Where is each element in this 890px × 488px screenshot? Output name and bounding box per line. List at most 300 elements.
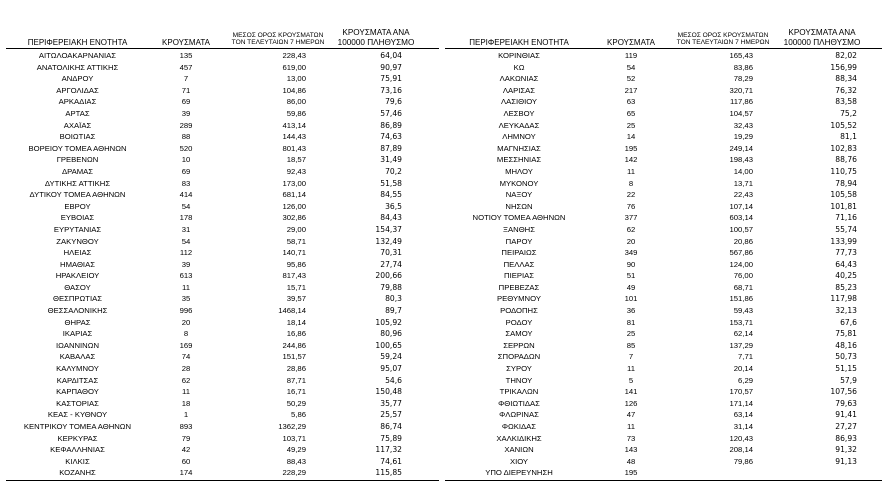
rate-cell: 73,16 <box>380 85 402 95</box>
table-row <box>445 467 882 479</box>
avg-cell: 171,14 <box>729 398 753 408</box>
cases-cell: 893 <box>179 422 193 431</box>
table-row <box>6 154 439 166</box>
table-row <box>445 178 882 190</box>
cases-cell: 54 <box>181 236 191 246</box>
rate-cell: 75,89 <box>380 433 402 443</box>
table-row <box>445 305 882 317</box>
region-cell: ΔΥΤΙΚΟΥ ΤΟΜΕΑ ΑΘΗΝΩΝ <box>29 190 126 200</box>
cases-cell: 11 <box>627 422 635 431</box>
region-cell: ΠΙΕΡΙΑΣ <box>504 271 534 281</box>
region-cell: ΑΡΚΑΔΙΑΣ <box>58 97 97 107</box>
avg-cell: 32,43 <box>733 120 753 130</box>
table-row <box>445 456 882 468</box>
avg-cell: 144,43 <box>282 132 306 142</box>
table-row <box>6 73 439 85</box>
rate-cell: 31,49 <box>380 155 402 165</box>
table-row <box>445 189 882 201</box>
rate-cell: 115,85 <box>375 468 402 478</box>
rate-cell: 79,63 <box>835 398 857 408</box>
rate-cell: 133,99 <box>830 236 857 246</box>
region-cell: ΜΥΚΟΝΟΥ <box>499 178 539 188</box>
region-cell: ΚΟΖΑΝΗΣ <box>59 468 96 478</box>
region-cell: ΤΡΙΚΑΛΩΝ <box>499 387 539 397</box>
region-cell: ΚΙΛΚΙΣ <box>65 456 90 466</box>
cases-cell: 90 <box>626 259 636 269</box>
rate-cell: 75,91 <box>380 74 402 84</box>
cases-cell: 79 <box>181 433 191 443</box>
cases-cell: 74 <box>181 352 191 362</box>
rate-cell: 84,43 <box>380 213 402 223</box>
cases-cell: 60 <box>181 456 191 466</box>
cases-cell: 51 <box>626 271 636 281</box>
table-row <box>445 120 882 132</box>
table-row <box>445 247 882 259</box>
table-row <box>6 293 439 305</box>
cases-cell: 174 <box>179 468 193 478</box>
cases-cell: 62 <box>181 375 191 385</box>
cases-cell: 35 <box>181 294 191 304</box>
table-row <box>445 421 882 433</box>
avg-cell: 124,00 <box>729 259 753 269</box>
cases-cell: 52 <box>626 74 636 84</box>
rate-cell: 35,77 <box>380 398 402 408</box>
cases-cell: 22 <box>626 190 636 200</box>
table-row <box>445 62 882 74</box>
avg-cell: 140,71 <box>282 248 306 258</box>
avg-cell: 5,86 <box>291 410 306 420</box>
cases-cell: 88 <box>181 132 191 142</box>
rate-cell: 64,04 <box>380 51 402 60</box>
rate-cell: 67,6 <box>840 317 857 327</box>
cases-cell: 81 <box>626 317 636 327</box>
cases-cell: 169 <box>179 340 193 350</box>
cases-cell: 20 <box>181 317 191 327</box>
region-cell: ΦΩΚΙΔΑΣ <box>501 422 537 431</box>
avg-cell: 603,14 <box>729 213 753 223</box>
avg-cell: 413,14 <box>282 120 306 130</box>
rate-cell: 91,13 <box>835 456 857 466</box>
rate-cell: 89,7 <box>385 306 402 316</box>
region-cell: ΧΙΟΥ <box>509 456 529 466</box>
table-row <box>6 62 439 74</box>
header-region: ΠΕΡΙΦΕΡΕΙΑΚΗ ΕΝΟΤΗΤΑ <box>469 38 569 47</box>
table-row <box>445 386 882 398</box>
table-row <box>445 444 882 456</box>
cases-cell: 112 <box>179 248 193 258</box>
rate-cell: 74,61 <box>380 456 402 466</box>
table-row <box>445 236 882 248</box>
region-cell: ΚΕΑΣ - ΚΥΘΝΟΥ <box>47 410 108 420</box>
table-row <box>6 386 439 398</box>
table-row <box>445 259 882 271</box>
avg-cell: 50,29 <box>286 398 306 408</box>
region-cell: ΗΡΑΚΛΕΙΟΥ <box>55 271 100 281</box>
cases-cell: 11 <box>182 387 190 397</box>
cases-cell: 49 <box>626 282 636 292</box>
rate-cell: 117,98 <box>830 294 857 304</box>
table-row <box>6 409 439 421</box>
region-cell: ΣΑΜΟΥ <box>505 329 533 339</box>
table-row <box>445 96 882 108</box>
avg-cell: 567,86 <box>729 248 753 258</box>
table-header-right <box>445 24 882 48</box>
rate-cell: 27,74 <box>380 259 402 269</box>
table-row <box>6 143 439 155</box>
region-cell: ΧΑΝΙΩΝ <box>504 445 534 455</box>
cases-cell: 54 <box>626 62 636 72</box>
table-row <box>6 212 439 224</box>
table-row <box>445 328 882 340</box>
region-cell: ΝΗΣΩΝ <box>505 201 533 211</box>
region-cell: ΣΠΟΡΑΔΩΝ <box>497 352 541 362</box>
rate-cell: 150,48 <box>375 387 402 397</box>
cases-cell: 126 <box>624 398 638 408</box>
rate-cell: 107,56 <box>830 387 857 397</box>
table-row <box>6 50 439 62</box>
cases-cell: 119 <box>624 51 638 60</box>
cases-cell: 47 <box>626 410 636 420</box>
avg-cell: 173,00 <box>282 178 306 188</box>
region-cell: ΕΥΒΟΙΑΣ <box>60 213 95 223</box>
table-row <box>6 328 439 340</box>
rate-cell: 105,52 <box>830 120 857 130</box>
cases-cell: 69 <box>181 97 191 107</box>
table-header-left <box>6 24 439 48</box>
cases-cell: 14 <box>626 132 636 142</box>
region-cell: ΖΑΚΥΝΘΟΥ <box>56 236 99 246</box>
table-row <box>445 50 882 62</box>
region-cell: ΙΩΑΝΝΙΝΩΝ <box>55 340 100 350</box>
table-row <box>6 433 439 445</box>
rate-cell: 86,93 <box>835 433 857 443</box>
rate-cell: 57,9 <box>840 375 857 385</box>
table-row <box>6 189 439 201</box>
rate-cell: 84,55 <box>380 190 402 200</box>
table-row <box>445 409 882 421</box>
region-cell: ΘΕΣΣΑΛΟΝΙΚΗΣ <box>47 306 108 316</box>
avg-cell: 100,57 <box>729 224 753 234</box>
table-body-left <box>6 48 439 481</box>
table-row <box>6 224 439 236</box>
rate-cell: 70,2 <box>385 166 402 176</box>
cases-cell: 996 <box>179 306 193 316</box>
region-cell: ΔΥΤΙΚΗΣ ΑΤΤΙΚΗΣ <box>44 178 111 188</box>
avg-cell: 104,86 <box>282 85 306 95</box>
avg-cell: 29,00 <box>286 224 306 234</box>
region-cell: ΗΜΑΘΙΑΣ <box>60 259 95 269</box>
avg-cell: 15,71 <box>286 282 306 292</box>
header-rate: ΚΡΟΥΣΜΑΤΑ ΑΝΑ 100000 ΠΛΗΘΥΣΜΟ <box>783 28 861 47</box>
cases-cell: 613 <box>179 271 193 281</box>
region-cell: ΡΕΘΥΜΝΟΥ <box>497 294 541 304</box>
region-cell: ΚΑΛΥΜΝΟΥ <box>56 364 99 374</box>
rate-cell: 54,6 <box>385 375 402 385</box>
rate-cell: 32,13 <box>835 306 857 316</box>
rate-cell: 77,73 <box>835 248 857 258</box>
region-cell: ΘΗΡΑΣ <box>64 317 91 327</box>
table-row <box>445 166 882 178</box>
table-row <box>445 212 882 224</box>
cases-cell: 178 <box>179 213 193 223</box>
avg-cell: 151,57 <box>282 352 306 362</box>
cases-cell: 65 <box>626 108 636 118</box>
rate-cell: 90,97 <box>380 62 402 72</box>
cases-cell: 377 <box>624 213 638 223</box>
rate-cell: 100,65 <box>375 340 402 350</box>
avg-cell: 165,43 <box>729 51 753 60</box>
header-region: ΠΕΡΙΦΕΡΕΙΑΚΗ ΕΝΟΤΗΤΑ <box>27 38 128 47</box>
region-cell: ΠΑΡΟΥ <box>505 236 533 246</box>
rate-cell: 80,96 <box>380 329 402 339</box>
rate-cell: 36,5 <box>385 201 402 211</box>
cases-cell: 7 <box>183 74 189 84</box>
cases-cell: 36 <box>626 306 636 316</box>
table-row <box>6 456 439 468</box>
table-row <box>445 201 882 213</box>
rate-cell: 51,15 <box>835 364 857 374</box>
cases-cell: 39 <box>181 108 191 118</box>
cases-cell: 8 <box>183 329 189 339</box>
region-cell: ΚΕΝΤΡΙΚΟΥ ΤΟΜΕΑ ΑΘΗΝΩΝ <box>23 422 132 431</box>
avg-cell: 63,14 <box>733 410 753 420</box>
table-row <box>445 293 882 305</box>
table-row <box>6 317 439 329</box>
region-cell: ΜΗΛΟΥ <box>505 166 533 176</box>
rate-cell: 95,07 <box>380 364 402 374</box>
avg-cell: 28,86 <box>286 364 306 374</box>
rate-cell: 156,99 <box>830 62 857 72</box>
region-cell: ΞΑΝΘΗΣ <box>503 224 535 234</box>
cases-cell: 31 <box>181 224 191 234</box>
rate-cell: 132,49 <box>375 236 402 246</box>
avg-cell: 49,29 <box>286 445 306 455</box>
region-cell: ΛΕΥΚΑΔΑΣ <box>498 120 540 130</box>
cases-cell: 289 <box>179 120 193 130</box>
table-row <box>6 108 439 120</box>
cases-cell: 20 <box>626 236 636 246</box>
avg-cell: 76,00 <box>733 271 753 281</box>
region-cell: ΑΡΓΟΛΙΔΑΣ <box>56 85 99 95</box>
table-row <box>6 166 439 178</box>
rate-cell: 79,88 <box>380 282 402 292</box>
cases-cell: 42 <box>181 445 191 455</box>
region-cell: ΑΝΔΡΟΥ <box>61 74 94 84</box>
avg-cell: 1362,29 <box>278 422 306 431</box>
region-cell: ΣΕΡΡΩΝ <box>503 340 535 350</box>
table-row <box>445 154 882 166</box>
region-cell: ΜΕΣΣΗΝΙΑΣ <box>496 155 542 165</box>
rate-cell: 48,16 <box>835 340 857 350</box>
table-row <box>6 247 439 259</box>
avg-cell: 13,00 <box>286 74 306 84</box>
cases-cell: 11 <box>182 282 190 292</box>
rate-cell: 55,74 <box>835 224 857 234</box>
header-avg: ΜΕΣΟΣ ΟΡΟΣ ΚΡΟΥΣΜΑΤΩΝ ΤΟΝ ΤΕΛΕΥΤΑΙΩΝ 7 ΗΜΕΡΩΝ <box>231 31 325 47</box>
rate-cell: 40,25 <box>835 271 857 281</box>
region-cell: ΚΕΡΚΥΡΑΣ <box>57 433 98 443</box>
region-cell: ΒΟΡΕΙΟΥ ΤΟΜΕΑ ΑΘΗΝΩΝ <box>28 143 127 153</box>
rate-cell: 50,73 <box>835 352 857 362</box>
region-cell: ΘΕΣΠΡΩΤΙΑΣ <box>53 294 102 304</box>
avg-cell: 92,43 <box>286 166 306 176</box>
avg-cell: 68,71 <box>733 282 753 292</box>
table-row <box>445 270 882 282</box>
cases-cell: 11 <box>627 364 635 374</box>
table-row <box>445 282 882 294</box>
avg-cell: 228,43 <box>282 51 306 60</box>
table-row <box>6 305 439 317</box>
avg-cell: 16,71 <box>286 387 306 397</box>
cases-cell: 101 <box>624 294 638 304</box>
rate-cell: 101,81 <box>830 201 857 211</box>
avg-cell: 19,29 <box>733 132 753 142</box>
avg-cell: 79,86 <box>733 456 753 466</box>
rate-cell: 88,76 <box>835 155 857 165</box>
cases-cell: 25 <box>626 120 636 130</box>
rate-cell: 64,43 <box>835 259 857 269</box>
rate-cell: 70,31 <box>380 248 402 258</box>
region-cell: ΡΟΔΟΠΗΣ <box>500 306 538 316</box>
cases-cell: 349 <box>624 248 638 258</box>
region-cell: ΒΟΙΩΤΙΑΣ <box>59 132 96 142</box>
cases-cell: 141 <box>624 387 638 397</box>
avg-cell: 1468,14 <box>278 306 306 316</box>
cases-cell: 83 <box>181 178 191 188</box>
region-cell: ΘΑΣΟΥ <box>64 282 91 292</box>
avg-cell: 86,00 <box>286 97 306 107</box>
header-cases: ΚΡΟΥΣΜΑΤΑ <box>162 38 210 47</box>
table-row <box>6 340 439 352</box>
table-row <box>445 224 882 236</box>
rate-cell: 59,24 <box>380 352 402 362</box>
cases-cell: 142 <box>624 155 638 165</box>
region-cell: ΝΑΞΟΥ <box>505 190 533 200</box>
rate-cell: 75,2 <box>840 108 857 118</box>
table-row <box>445 340 882 352</box>
avg-cell: 302,86 <box>282 213 306 223</box>
region-cell: ΙΚΑΡΙΑΣ <box>62 329 93 339</box>
avg-cell: 681,14 <box>282 190 306 200</box>
cases-cell: 195 <box>624 143 638 153</box>
region-cell: ΛΑΡΙΣΑΣ <box>502 85 536 95</box>
region-cell: ΡΟΔΟΥ <box>505 317 533 327</box>
rate-cell: 117,32 <box>375 445 402 455</box>
region-cell: ΛΕΣΒΟΥ <box>503 108 535 118</box>
avg-cell: 59,43 <box>733 306 753 316</box>
avg-cell: 31,14 <box>733 422 753 431</box>
region-cell: ΔΡΑΜΑΣ <box>61 166 94 176</box>
cases-cell: 195 <box>624 468 638 478</box>
cases-cell: 7 <box>628 352 634 362</box>
region-cell: ΑΡΤΑΣ <box>65 108 90 118</box>
region-cell: ΚΑΡΠΑΘΟΥ <box>56 387 99 397</box>
avg-cell: 83,86 <box>733 62 753 72</box>
rate-cell: 27,27 <box>835 422 857 431</box>
region-cell: ΦΛΩΡΙΝΑΣ <box>499 410 539 420</box>
avg-cell: 107,14 <box>729 201 753 211</box>
cases-cell: 28 <box>181 364 191 374</box>
rate-cell: 87,89 <box>380 143 402 153</box>
cases-cell: 39 <box>181 259 191 269</box>
table-row <box>6 131 439 143</box>
table-row <box>6 282 439 294</box>
region-cell: ΓΡΕΒΕΝΩΝ <box>56 155 99 165</box>
avg-cell: 16,86 <box>286 329 306 339</box>
table-row <box>6 444 439 456</box>
rate-cell: 88,34 <box>835 74 857 84</box>
cases-cell: 18 <box>181 398 191 408</box>
table-row <box>445 108 882 120</box>
region-cell: ΠΕΛΛΑΣ <box>503 259 535 269</box>
table-row <box>445 317 882 329</box>
region-cell: ΜΑΓΝΗΣΙΑΣ <box>497 143 541 153</box>
region-cell: ΕΥΡΥΤΑΝΙΑΣ <box>53 224 102 234</box>
avg-cell: 126,00 <box>282 201 306 211</box>
region-cell: ΑΙΤΩΛΟΑΚΑΡΝΑΝΙΑΣ <box>38 51 117 60</box>
table-row <box>445 375 882 387</box>
table-row <box>6 398 439 410</box>
cases-cell: 85 <box>626 340 636 350</box>
region-cell: ΥΠΟ ΔΙΕΡΕΥΝΗΣΗ <box>485 468 553 478</box>
region-cell: ΑΧΑΪΑΣ <box>63 120 92 130</box>
avg-cell: 95,86 <box>286 259 306 269</box>
table-row <box>6 467 439 479</box>
avg-cell: 87,71 <box>286 375 306 385</box>
cases-cell: 48 <box>626 456 636 466</box>
region-cell: ΠΡΕΒΕΖΑΣ <box>498 282 540 292</box>
table-row <box>445 351 882 363</box>
avg-cell: 22,43 <box>733 190 753 200</box>
avg-cell: 120,43 <box>729 433 753 443</box>
rate-cell: 51,58 <box>380 178 402 188</box>
rate-cell: 76,32 <box>835 85 857 95</box>
rate-cell: 78,94 <box>835 178 857 188</box>
table-body-right <box>445 48 882 481</box>
table-right-half <box>445 24 882 481</box>
cases-cell: 76 <box>626 201 636 211</box>
rate-cell: 110,75 <box>830 166 857 176</box>
rate-cell: 83,58 <box>835 97 857 107</box>
rate-cell: 79,6 <box>385 97 402 107</box>
avg-cell: 78,29 <box>733 74 753 84</box>
rate-cell: 80,3 <box>385 294 402 304</box>
table-row <box>6 259 439 271</box>
cases-cell: 73 <box>626 433 636 443</box>
cases-cell: 143 <box>624 445 638 455</box>
region-cell: ΚΑΒΑΛΑΣ <box>59 352 96 362</box>
cases-cell: 54 <box>181 201 191 211</box>
rate-cell: 102,83 <box>830 143 857 153</box>
avg-cell: 18,57 <box>286 155 306 165</box>
avg-cell: 14,00 <box>733 166 753 176</box>
avg-cell: 13,71 <box>733 178 753 188</box>
avg-cell: 137,29 <box>729 340 753 350</box>
rate-cell: 86,74 <box>380 422 402 431</box>
region-cell: ΛΗΜΝΟΥ <box>502 132 536 142</box>
region-cell: ΣΥΡΟΥ <box>506 364 532 374</box>
cases-cell: 520 <box>179 143 193 153</box>
rate-cell: 91,41 <box>835 410 857 420</box>
avg-cell: 249,14 <box>729 143 753 153</box>
region-cell: ΝΟΤΙΟΥ ΤΟΜΕΑ ΑΘΗΝΩΝ <box>472 213 566 223</box>
cases-cell: 414 <box>179 190 193 200</box>
region-cell: ΚΑΡΔΙΤΣΑΣ <box>56 375 99 385</box>
region-cell: ΕΒΡΟΥ <box>64 201 91 211</box>
table-row <box>6 201 439 213</box>
cases-cell: 25 <box>626 329 636 339</box>
avg-cell: 20,86 <box>733 236 753 246</box>
